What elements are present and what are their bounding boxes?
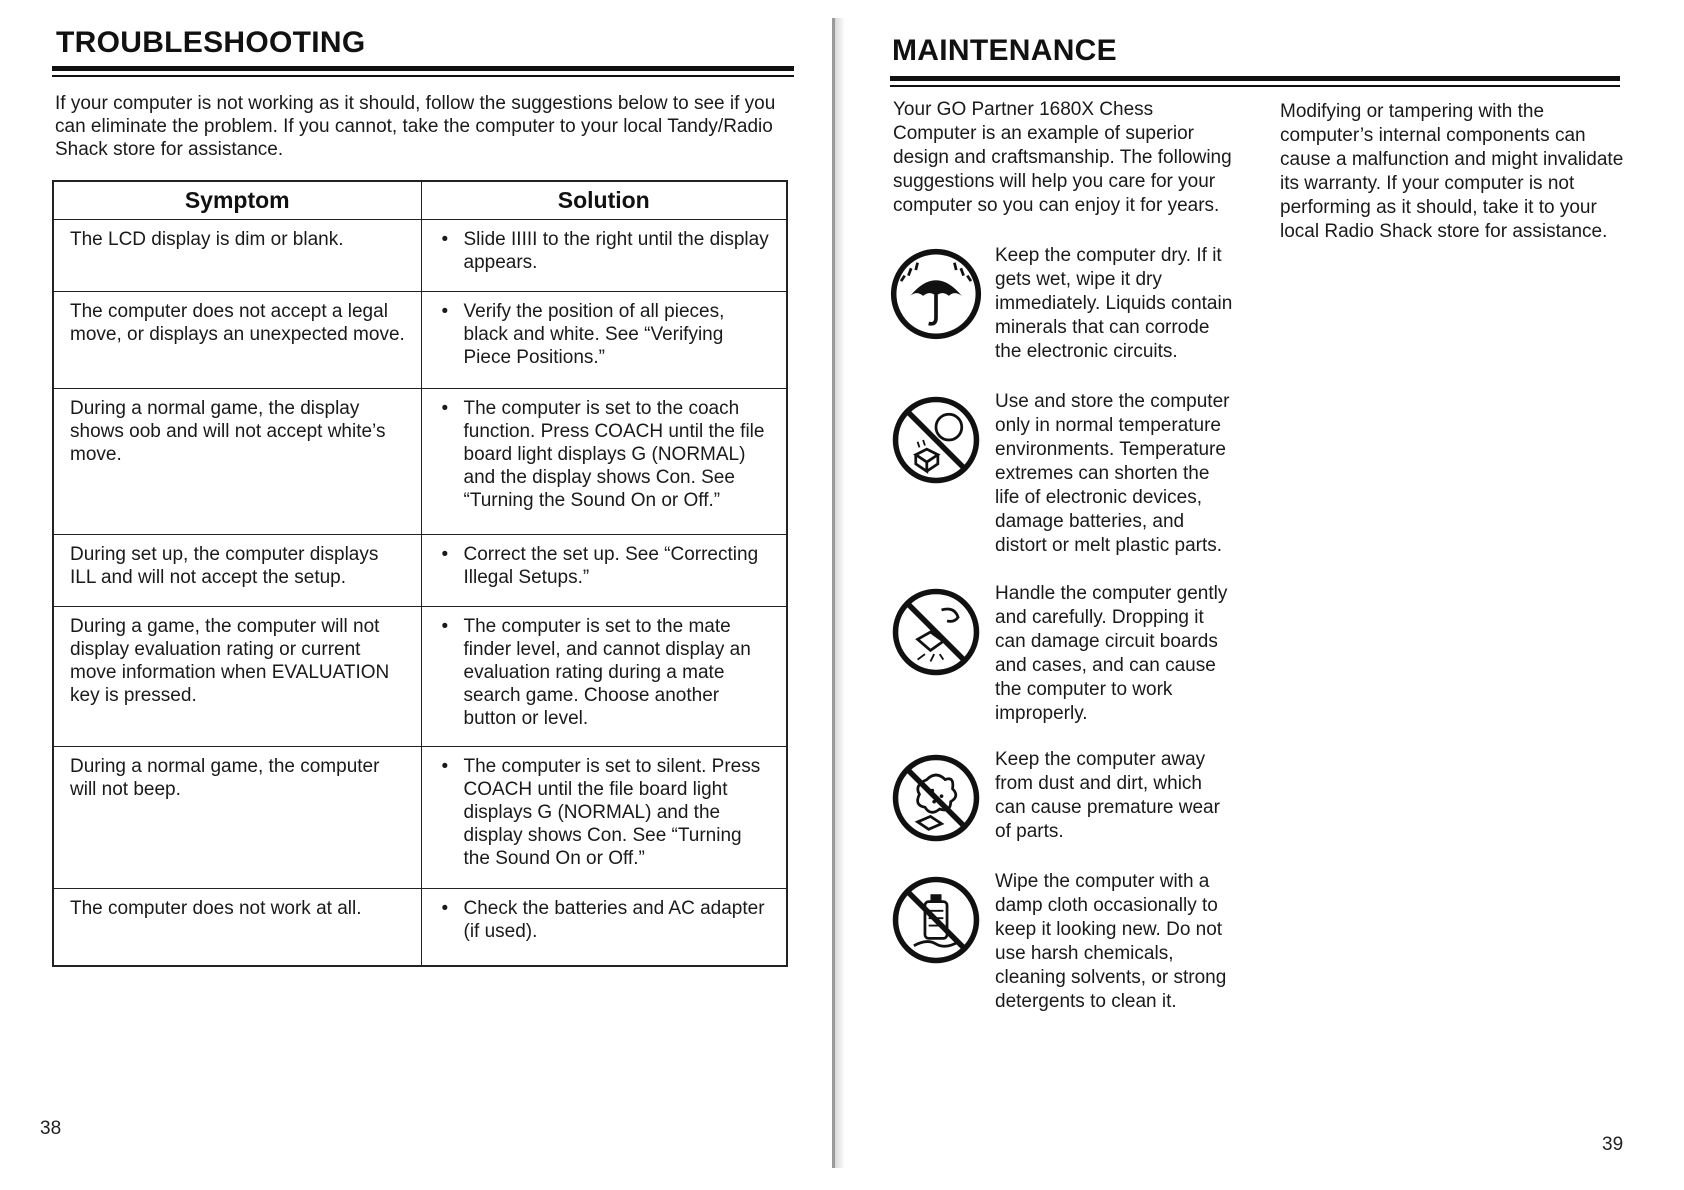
solution-cell: [421, 606, 787, 746]
umbrella-icon: [890, 248, 982, 340]
bullet-icon: •: [441, 897, 449, 919]
solution-text: Check the batteries and AC adapter (if used).: [463, 897, 765, 942]
symptom-cell: During set up, the computer displays ILL and will not accept the setup.: [53, 534, 421, 606]
bullet-icon: •: [441, 397, 449, 419]
bullet-icon: •: [441, 300, 449, 322]
tip-text: Keep the computer away from dust and dirt, which can cause premature wear of parts.: [995, 749, 1220, 842]
warranty-note: Modifying or tampering with the computer’s internal components can cause a malfunction and might invalidate its warranty. If your computer is not performing as it should, take it to your local Radio Shack store for assistance.: [1280, 101, 1624, 242]
solution-text: Slide IIIII to the right until the display appears.: [463, 228, 769, 273]
symptom-cell: During a normal game, the display shows oob and will not accept white’s move.: [53, 388, 421, 534]
maintenance-rule-thin: [890, 85, 1620, 87]
solution-text: The computer is set to silent. Press COACH until the file board light displays G (NORMAL) and the display shows Con. See “Turning the Sound On or Off.”: [463, 755, 761, 869]
troubleshooting-title: TROUBLESHOOTING: [56, 26, 366, 59]
symptom-cell: The computer does not accept a legal move, or displays an unexpected move.: [53, 291, 421, 388]
solution-text: The computer is set to the coach function. Press COACH until the file board light displays G (NORMAL) and the display shows Con. See “Turning the Sound On or Off.”: [463, 397, 765, 511]
no-drop-icon: [890, 586, 982, 678]
solution-header: Solution: [421, 181, 787, 219]
bullet-icon: •: [441, 615, 449, 637]
no-heat-icon: [890, 394, 982, 486]
table-header-row: [53, 181, 787, 219]
solution-text: Verify the position of all pieces, black and white. See “Verifying Piece Positions.”: [463, 300, 725, 368]
troubleshooting-intro: If your computer is not working as it should, follow the suggestions below to see if you can eliminate the problem. If you cannot, take the computer to your local Tandy/Radio Shack store for assistance.: [55, 93, 776, 160]
no-chemicals-icon: [890, 874, 982, 966]
tip-handle-gently: [890, 582, 1228, 724]
table-row: [53, 746, 787, 888]
bullet-icon: •: [441, 543, 449, 565]
symptom-cell: The computer does not work at all.: [53, 888, 421, 966]
table-row: [53, 388, 787, 534]
tip-cleaning: [890, 870, 1227, 1012]
table-row: [53, 291, 787, 388]
solution-cell: [421, 746, 787, 888]
solution-cell: [421, 534, 787, 606]
symptom-cell: During a normal game, the computer will not beep.: [53, 746, 421, 888]
bullet-icon: •: [441, 755, 449, 777]
tip-dust: [890, 748, 1220, 868]
symptom-cell: During a game, the computer will not display evaluation rating or current move information when EVALUATION key is pressed.: [53, 606, 421, 746]
tip-temperature: [890, 390, 1230, 556]
table-row: [53, 534, 787, 606]
table-row: [53, 606, 787, 746]
maintenance-rule: [890, 76, 1620, 81]
tip-keep-dry: [890, 244, 1233, 364]
tip-text: Handle the computer gently and carefully. Dropping it can damage circuit boards and cases, and can cause the computer to work improperly.: [995, 583, 1228, 724]
tip-text: Wipe the computer with a damp cloth occasionally to keep it looking new. Do not use harsh chemicals, cleaning solvents, or strong detergents to clean it.: [995, 871, 1227, 1012]
solution-cell: [421, 388, 787, 534]
solution-text: Correct the set up. See “Correcting Illegal Setups.”: [463, 543, 759, 588]
solution-text: The computer is set to the mate finder level, and cannot display an evaluation rating during a mate search game. Choose another button or level.: [463, 615, 751, 729]
page-number-left: 38: [40, 1118, 62, 1139]
table-row: [53, 219, 787, 291]
title-rule: [52, 66, 794, 71]
solution-cell: [421, 219, 787, 291]
maintenance-title: MAINTENANCE: [892, 34, 1117, 67]
troubleshooting-table: [52, 180, 788, 967]
tip-text: Keep the computer dry. If it gets wet, wipe it dry immediately. Liquids contain minerals that can corrode the electronic circuits.: [995, 245, 1233, 362]
title-rule-thin: [52, 75, 794, 77]
table-row: [53, 888, 787, 966]
bullet-icon: •: [441, 228, 449, 250]
maintenance-intro: Your GO Partner 1680X Chess Computer is an example of superior design and craftsmanship. The following suggestions will help you care for your computer so you can enjoy it for years.: [893, 99, 1232, 216]
no-dust-icon: [890, 752, 982, 844]
tip-text: Use and store the computer only in normal temperature environments. Temperature extremes can shorten the life of electronic devices, damage batteries, and distort or melt plastic parts.: [995, 391, 1230, 556]
symptom-cell: The LCD display is dim or blank.: [53, 219, 421, 291]
symptom-header: Symptom: [53, 181, 421, 219]
solution-cell: [421, 291, 787, 388]
page-number-right: 39: [1602, 1134, 1624, 1155]
solution-cell: [421, 888, 787, 966]
